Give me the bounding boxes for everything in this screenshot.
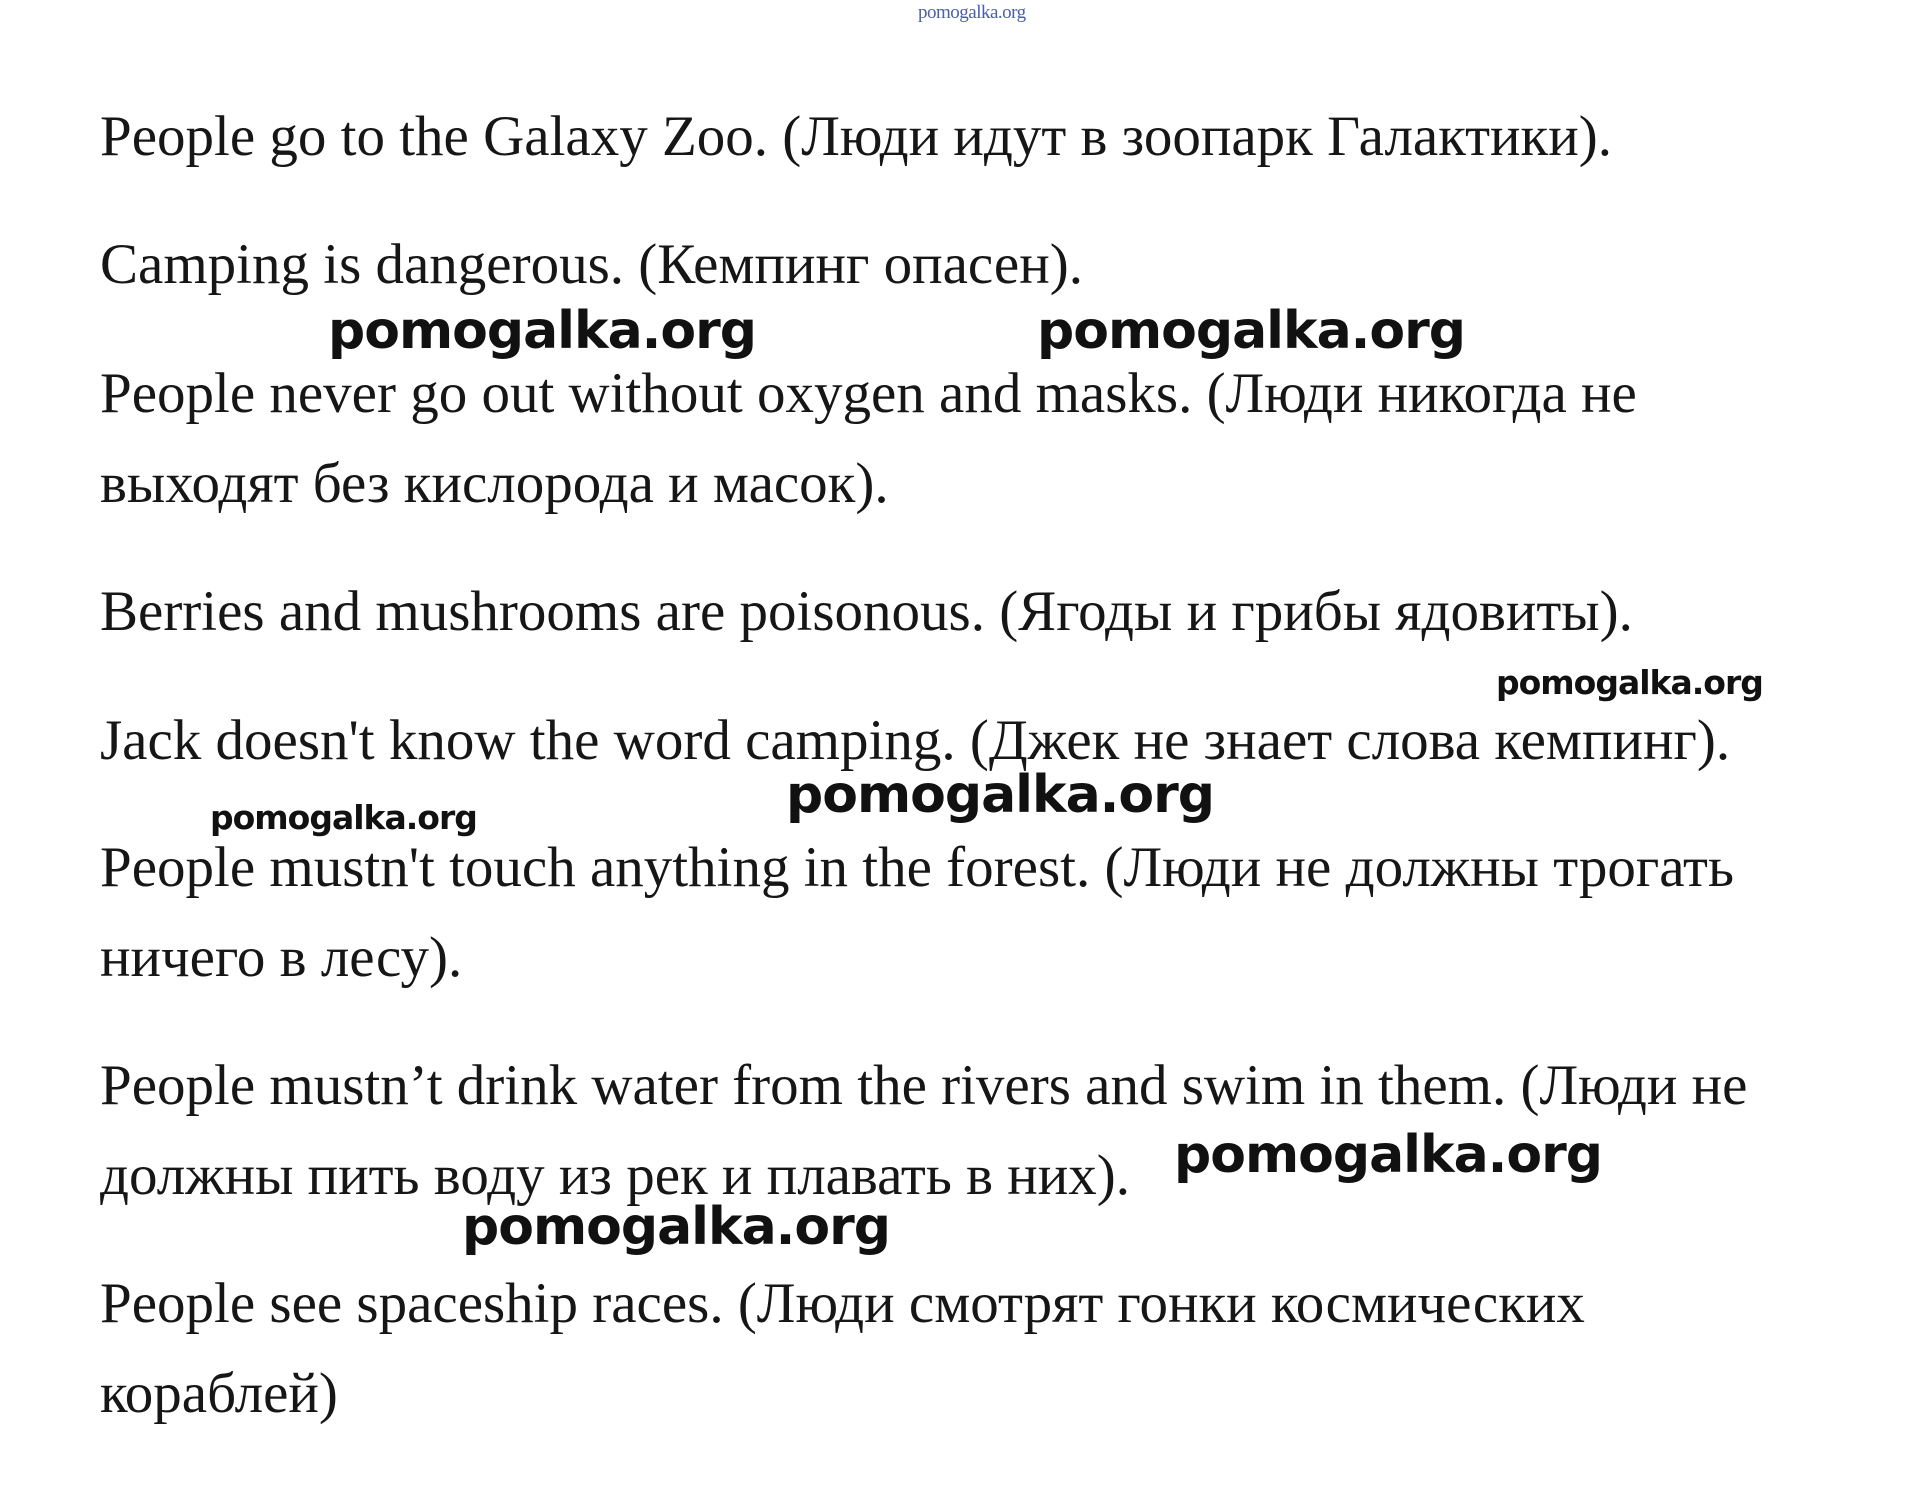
watermark: pomogalka.org	[786, 765, 1215, 825]
sentence-line: People go to the Galaxy Zoo. (Люди идут в зоопарк Галактики).	[100, 105, 1612, 168]
watermark: pomogalka.org	[462, 1197, 891, 1257]
sentence-4	[100, 567, 1860, 657]
sentence-3	[100, 349, 1860, 529]
sentence-8	[100, 1259, 1860, 1439]
sentence-line: Berries and mushrooms are poisonous. (Ягоды и грибы ядовиты).	[100, 580, 1633, 643]
watermark: pomogalka.org	[210, 798, 477, 837]
sentence-6	[100, 823, 1860, 1003]
sentence-line: должны пить воду из рек и плавать в них).	[100, 1144, 1130, 1207]
sentence-2	[100, 220, 1860, 310]
watermark: pomogalka.org	[1037, 301, 1466, 361]
watermark: pomogalka.org	[328, 301, 757, 361]
sentence-line: ничего в лесу).	[100, 926, 463, 989]
sentence-line: People see spaceship races. (Люди смотрят гонки космических	[100, 1272, 1585, 1335]
sentence-line: кораблей)	[100, 1362, 338, 1425]
header-watermark: pomogalka.org	[918, 2, 1026, 23]
sentence-line: Jack doesn't know the word camping. (Джек не знает слова кемпинг).	[100, 709, 1731, 772]
sentence-line: People mustn't touch anything in the forest. (Люди не должны трогать	[100, 836, 1734, 899]
sentence-1	[100, 92, 1860, 182]
sentence-line: People never go out without oxygen and masks. (Люди никогда не	[100, 362, 1637, 425]
sentence-line: People mustn’t drink water from the rivers and swim in them. (Люди не	[100, 1054, 1748, 1117]
watermark: pomogalka.org	[1174, 1125, 1603, 1185]
watermark: pomogalka.org	[1496, 663, 1763, 702]
sentence-line: Camping is dangerous. (Кемпинг опасен).	[100, 233, 1083, 296]
sentence-line: выходят без кислорода и масок).	[100, 452, 889, 515]
